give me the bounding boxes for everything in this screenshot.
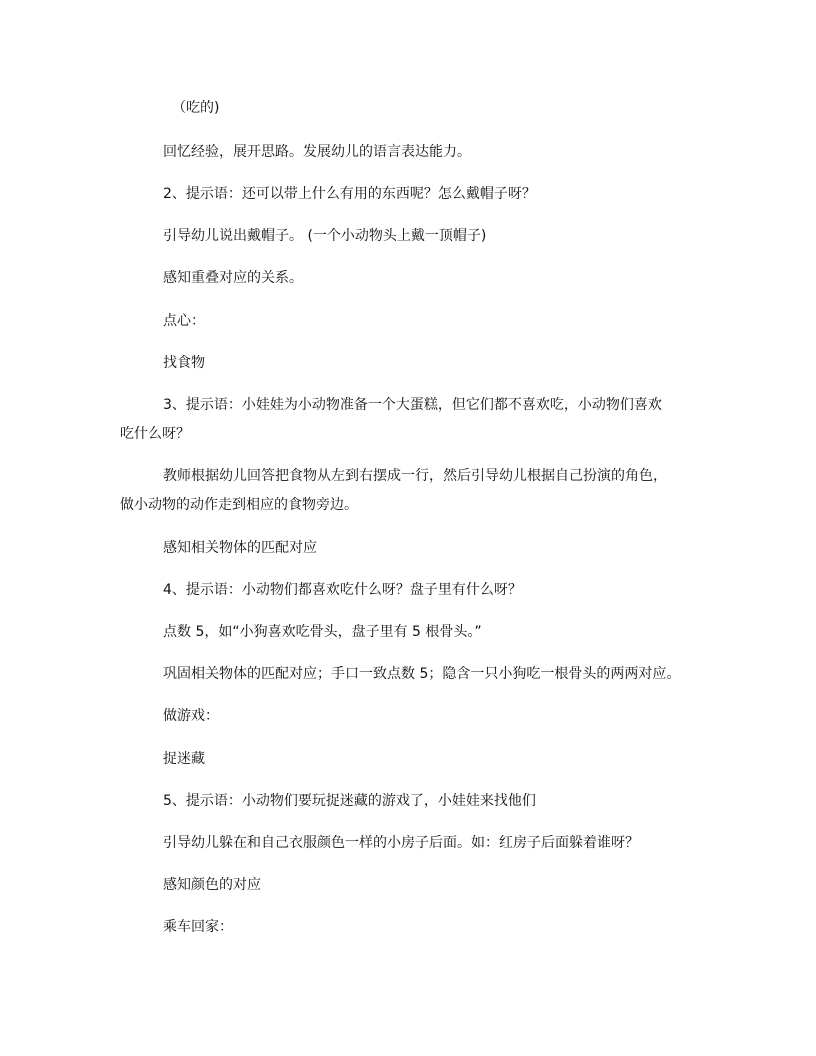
text-line: （吃的) <box>172 100 220 116</box>
text-line: 点心： <box>163 313 205 329</box>
text-line: 引导幼儿躲在和自己衣服颜色一样的小房子后面。如：红房子后面躲着谁呀？ <box>163 835 639 851</box>
text-line: 2、提示语：还可以带上什么有用的东西呢？怎么戴帽子呀？ <box>163 186 536 202</box>
text-line: 乘车回家： <box>163 919 233 935</box>
text-line: 感知重叠对应的关系。 <box>163 270 303 286</box>
text-line: 3、提示语：小娃娃为小动物准备一个大蛋糕，但它们都不喜欢吃，小动物们喜欢 <box>163 397 662 413</box>
text-line: 捉迷藏 <box>163 751 205 767</box>
text-line: 吃什么呀？ <box>120 426 190 442</box>
text-line: 点数 5，如“小狗喜欢吃骨头，盘子里有 5 根骨头。” <box>163 624 482 640</box>
text-line: 回忆经验，展开思路。发展幼儿的语言表达能力。 <box>163 144 471 160</box>
text-line: 5、提示语：小动物们要玩捉迷藏的游戏了，小娃娃来找他们 <box>163 793 536 809</box>
text-line: 感知颜色的对应 <box>163 877 261 893</box>
text-line: 巩固相关物体的匹配对应；手口一致点数 5；隐含一只小狗吃一根骨头的两两对应。 <box>163 666 681 682</box>
text-line: 做游戏： <box>163 708 219 724</box>
text-line: 找食物 <box>163 355 205 371</box>
text-line: 教师根据幼儿回答把食物从左到右摆成一行，然后引导幼儿根据自己扮演的角色， <box>163 468 667 484</box>
text-line: 4、提示语：小动物们都喜欢吃什么呀？盘子里有什么呀？ <box>163 582 522 598</box>
text-line: 做小动物的动作走到相应的食物旁边。 <box>120 497 358 513</box>
text-line: 感知相关物体的匹配对应 <box>163 540 317 556</box>
text-line: 引导幼儿说出戴帽子。 (一个小动物头上戴一顶帽子) <box>163 228 487 244</box>
